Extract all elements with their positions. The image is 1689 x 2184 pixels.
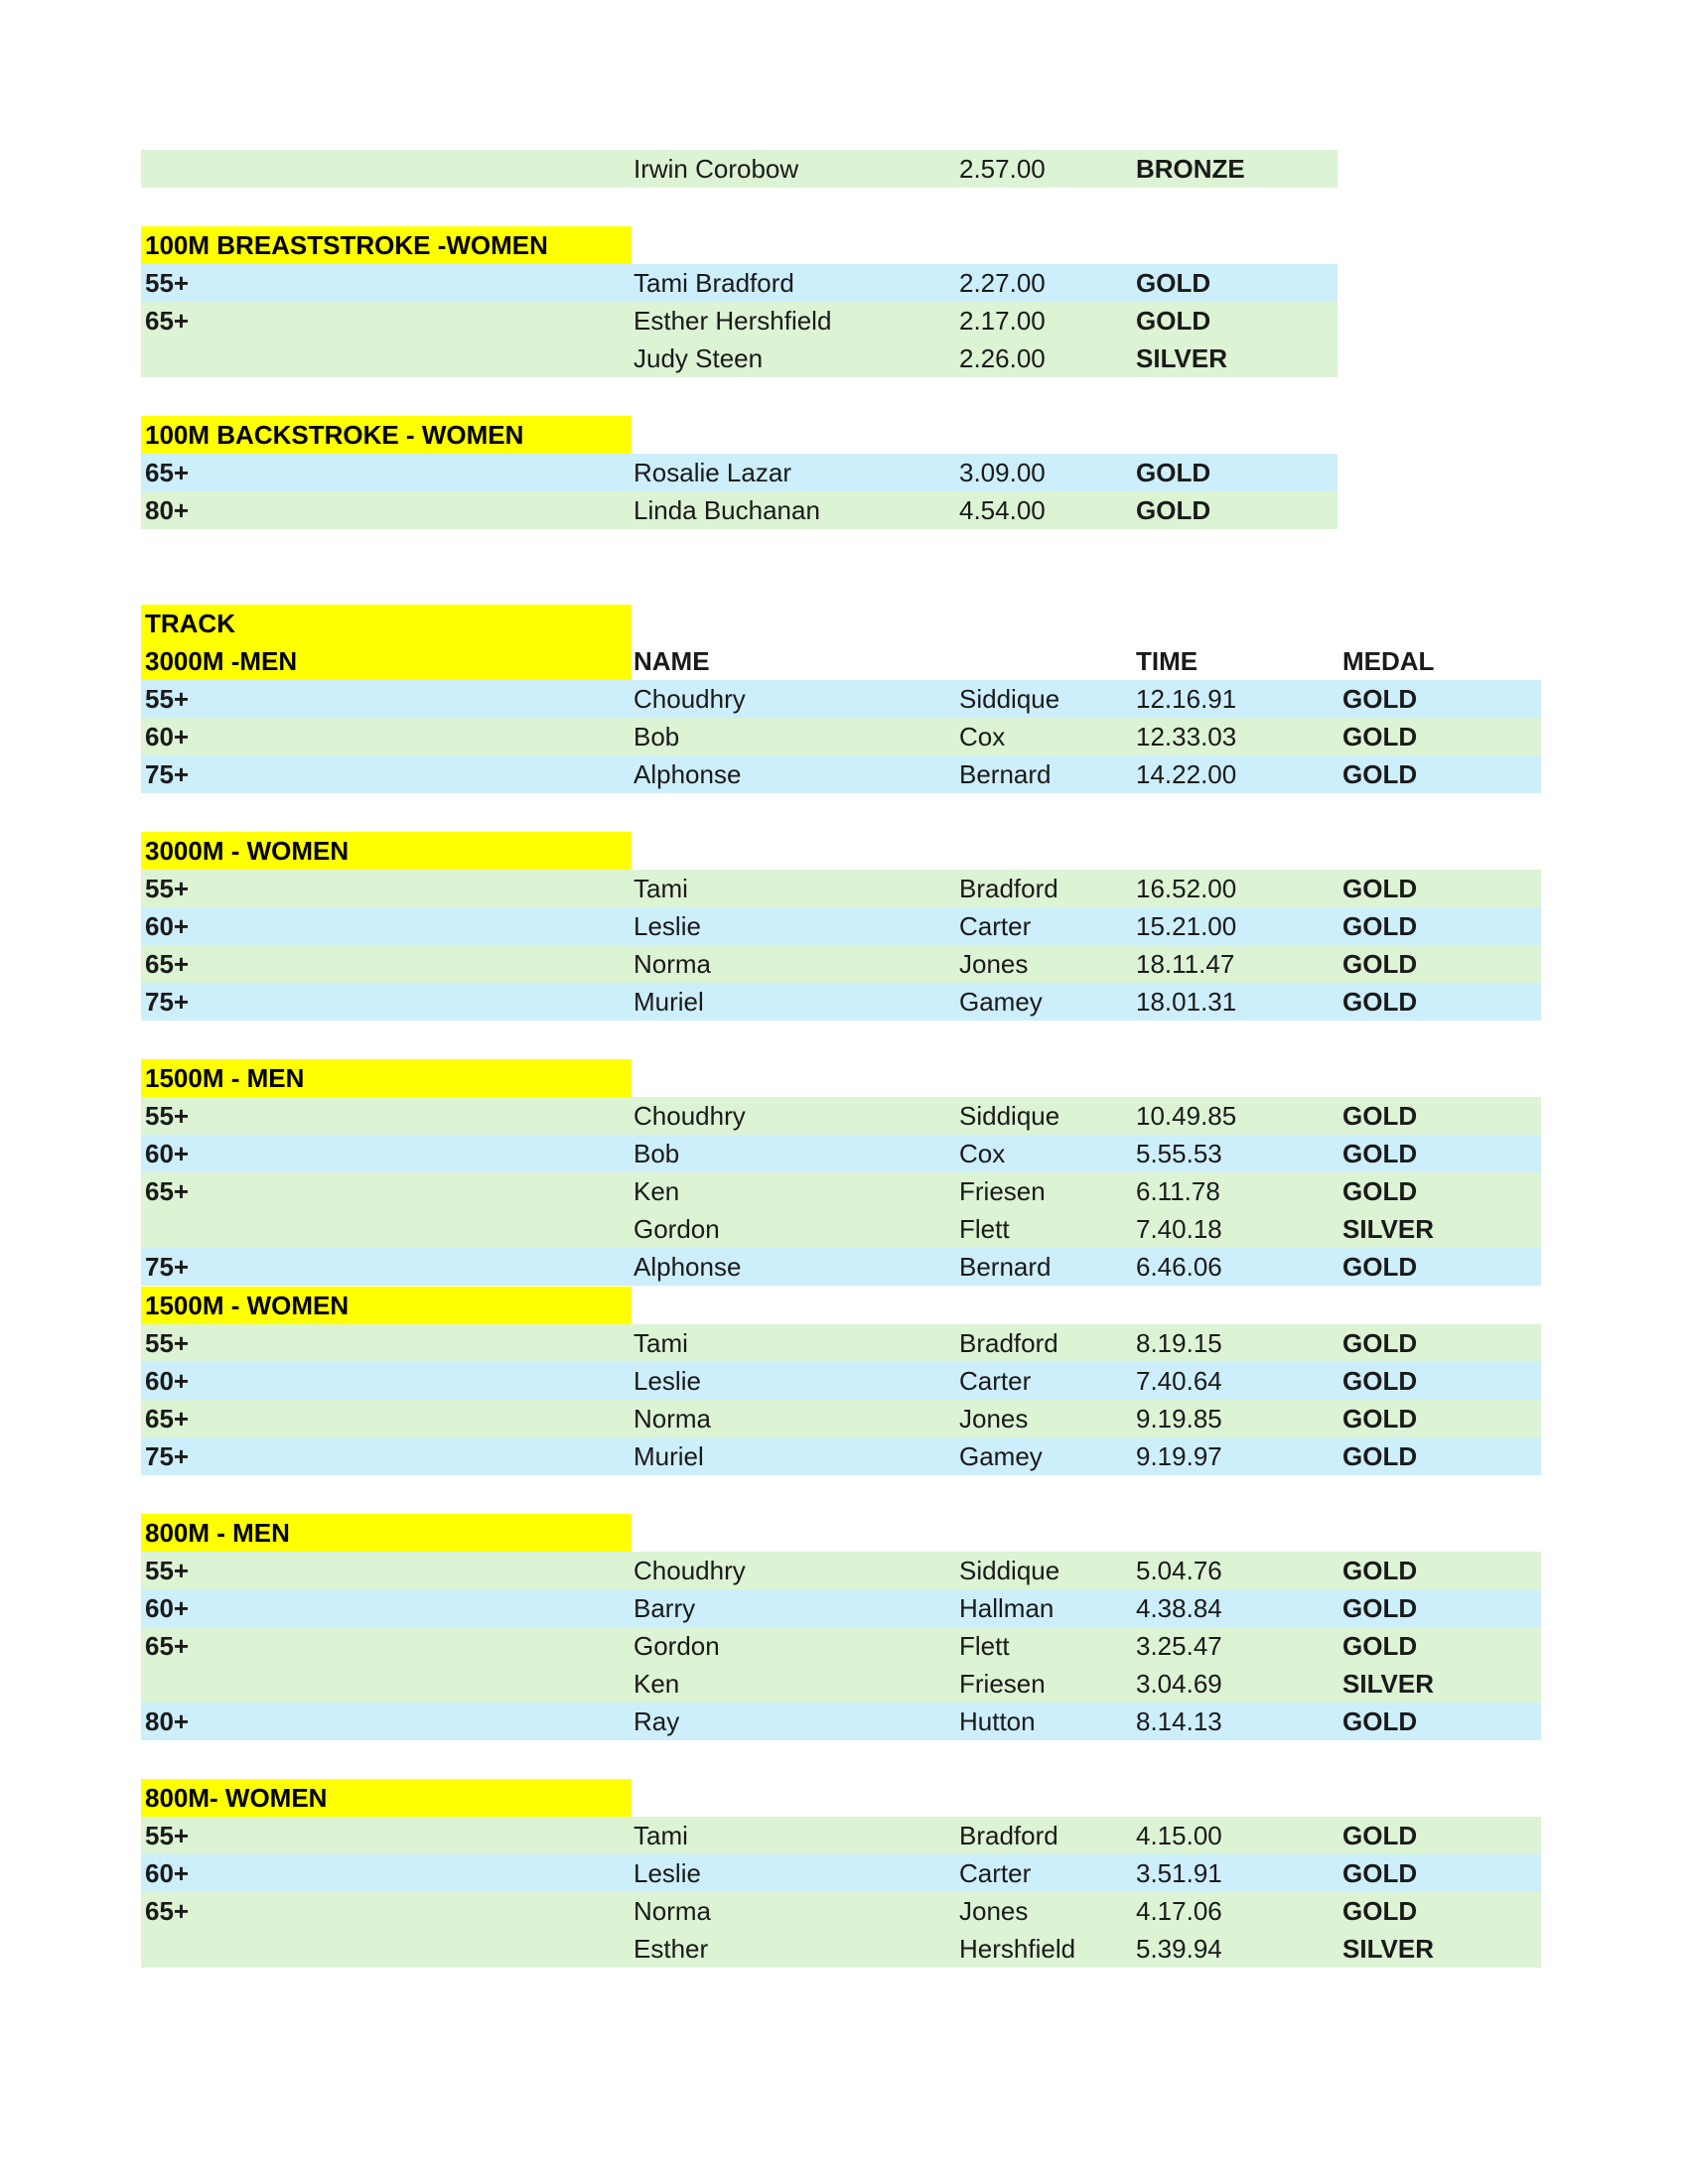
result-time: 4.15.00: [1136, 1821, 1222, 1850]
last-name: Flett: [959, 1631, 1010, 1661]
event-header: [141, 1287, 632, 1324]
result-time: 7.40.64: [1136, 1366, 1222, 1396]
athlete-name: Judy Steen: [633, 343, 764, 373]
age-group: 65+: [145, 949, 190, 979]
first-name: Norma: [633, 949, 712, 979]
age-group: 60+: [145, 1858, 190, 1888]
medal: GOLD: [1342, 1101, 1418, 1131]
table-row: [141, 1854, 1541, 1892]
first-name: Alphonse: [633, 1252, 742, 1282]
event-title: 800M- WOMEN: [145, 1783, 328, 1813]
event-header: [141, 1514, 632, 1552]
table-row: [141, 1930, 1541, 1968]
section-header-track: [141, 605, 632, 642]
age-group: 60+: [145, 722, 190, 751]
athlete-name: Tami Bradford: [633, 268, 794, 298]
table-row: [141, 1627, 1541, 1665]
last-name: Jones: [959, 1896, 1029, 1926]
first-name: Esther: [633, 1934, 709, 1964]
medal: SILVER: [1342, 1669, 1434, 1699]
age-group: 80+: [145, 495, 190, 525]
result-time: 7.40.18: [1136, 1214, 1222, 1244]
table-row: [141, 1437, 1541, 1475]
table-row: [141, 1172, 1541, 1210]
age-group: 75+: [145, 1441, 190, 1471]
result-time: 8.19.15: [1136, 1328, 1222, 1358]
table-row: [141, 1703, 1541, 1740]
event-title: 3000M - WOMEN: [145, 836, 350, 866]
last-name: Gamey: [959, 987, 1043, 1017]
event-title: 3000M -MEN: [145, 646, 298, 676]
result-time: 18.11.47: [1136, 949, 1235, 979]
athlete-name: Rosalie Lazar: [633, 458, 791, 487]
age-group: 65+: [145, 1896, 190, 1926]
age-group: 55+: [145, 874, 190, 903]
first-name: Gordon: [633, 1214, 720, 1244]
last-name: Carter: [959, 1858, 1032, 1888]
medal: GOLD: [1342, 1441, 1418, 1471]
result-time: 18.01.31: [1136, 987, 1237, 1017]
medal: GOLD: [1342, 949, 1418, 979]
result-time: 10.49.85: [1136, 1101, 1237, 1131]
first-name: Bob: [633, 1139, 680, 1168]
medal: GOLD: [1342, 1252, 1418, 1282]
table-row: [141, 302, 1337, 340]
first-name: Tami: [633, 1328, 688, 1358]
last-name: Friesen: [959, 1176, 1046, 1206]
event-title: 100M BREASTSTROKE -WOMEN: [145, 230, 548, 260]
age-group: 65+: [145, 306, 190, 336]
last-name: Bradford: [959, 1821, 1058, 1850]
result-time: 2.57.00: [959, 154, 1046, 184]
last-name: Bernard: [959, 1252, 1052, 1282]
event-header: [141, 1059, 632, 1097]
event-header: [141, 416, 632, 454]
medal: GOLD: [1136, 306, 1211, 336]
first-name: Leslie: [633, 1858, 701, 1888]
first-name: Choudhry: [633, 684, 746, 714]
age-group: 60+: [145, 1593, 190, 1623]
medal: GOLD: [1342, 874, 1418, 903]
table-row: [141, 983, 1541, 1021]
result-time: 6.11.78: [1136, 1176, 1220, 1206]
table-row: [141, 907, 1541, 945]
event-header: [141, 832, 632, 870]
event-title: 1500M - MEN: [145, 1063, 305, 1093]
table-row: [141, 340, 1337, 377]
table-row: [141, 870, 1541, 907]
medal: GOLD: [1342, 1404, 1418, 1433]
age-group: 65+: [145, 458, 190, 487]
result-time: 3.04.69: [1136, 1669, 1222, 1699]
last-name: Cox: [959, 1139, 1006, 1168]
medal: GOLD: [1342, 987, 1418, 1017]
table-row: [141, 1400, 1541, 1437]
age-group: 60+: [145, 1366, 190, 1396]
age-group: 75+: [145, 987, 190, 1017]
last-name: Hutton: [959, 1706, 1036, 1736]
result-time: 5.55.53: [1136, 1139, 1222, 1168]
table-row: [141, 491, 1337, 529]
first-name: Leslie: [633, 911, 701, 941]
table-row: [141, 264, 1337, 302]
table-row: [141, 718, 1541, 755]
first-name: Tami: [633, 874, 688, 903]
age-group: 75+: [145, 759, 190, 789]
age-group: 55+: [145, 1556, 190, 1585]
last-name: Siddique: [959, 684, 1060, 714]
last-name: Cox: [959, 722, 1006, 751]
first-name: Choudhry: [633, 1101, 746, 1131]
age-group: 60+: [145, 911, 190, 941]
medal: GOLD: [1342, 1176, 1418, 1206]
first-name: Choudhry: [633, 1556, 746, 1585]
first-name: Muriel: [633, 1441, 704, 1471]
last-name: Siddique: [959, 1101, 1060, 1131]
medal: GOLD: [1342, 1858, 1418, 1888]
first-name: Ken: [633, 1176, 680, 1206]
age-group: 65+: [145, 1631, 190, 1661]
result-time: 4.54.00: [959, 495, 1046, 525]
medal: GOLD: [1342, 1631, 1418, 1661]
medal: GOLD: [1342, 1896, 1418, 1926]
result-time: 3.09.00: [959, 458, 1046, 487]
result-time: 9.19.85: [1136, 1404, 1222, 1433]
table-row: [141, 1589, 1541, 1627]
medal: GOLD: [1342, 1366, 1418, 1396]
table-row: [141, 1324, 1541, 1362]
result-time: 12.33.03: [1136, 722, 1237, 751]
last-name: Jones: [959, 1404, 1029, 1433]
medal: GOLD: [1342, 1328, 1418, 1358]
medal: GOLD: [1136, 268, 1211, 298]
first-name: Barry: [633, 1593, 696, 1623]
result-time: 4.17.06: [1136, 1896, 1222, 1926]
result-time: 16.52.00: [1136, 874, 1237, 903]
medal: GOLD: [1342, 1593, 1418, 1623]
first-name: Bob: [633, 722, 680, 751]
age-group: 55+: [145, 1101, 190, 1131]
athlete-name: Esther Hershfield: [633, 306, 832, 336]
table-row: [141, 1892, 1541, 1930]
table-row: [141, 1135, 1541, 1172]
result-time: 2.17.00: [959, 306, 1046, 336]
medal: GOLD: [1342, 1706, 1418, 1736]
section-title: TRACK: [145, 609, 235, 638]
result-time: 2.26.00: [959, 343, 1046, 373]
athlete-name: Irwin Corobow: [633, 154, 799, 184]
table-row: [141, 680, 1541, 718]
last-name: Bernard: [959, 759, 1052, 789]
event-header: [141, 1779, 632, 1817]
age-group: 55+: [145, 1821, 190, 1850]
column-header-row: [632, 642, 1541, 680]
result-time: 14.22.00: [1136, 759, 1237, 789]
medal: GOLD: [1342, 1821, 1418, 1850]
event-title: 1500M - WOMEN: [145, 1291, 350, 1320]
first-name: Tami: [633, 1821, 688, 1850]
age-group: 65+: [145, 1176, 190, 1206]
medal: SILVER: [1342, 1214, 1434, 1244]
column-header-name: NAME: [633, 646, 710, 676]
event-title: 800M - MEN: [145, 1518, 290, 1548]
medal: GOLD: [1342, 1139, 1418, 1168]
column-header-medal: MEDAL: [1342, 646, 1435, 676]
result-time: 5.04.76: [1136, 1556, 1222, 1585]
column-header-time: TIME: [1136, 646, 1198, 676]
first-name: Muriel: [633, 987, 704, 1017]
event-header: [141, 226, 632, 264]
first-name: Leslie: [633, 1366, 701, 1396]
result-time: 4.38.84: [1136, 1593, 1222, 1623]
medal: GOLD: [1136, 495, 1211, 525]
table-row: [141, 1552, 1541, 1589]
result-time: 8.14.13: [1136, 1706, 1222, 1736]
medal: GOLD: [1342, 911, 1418, 941]
first-name: Ken: [633, 1669, 680, 1699]
last-name: Bradford: [959, 1328, 1058, 1358]
table-row: [141, 150, 1337, 188]
first-name: Norma: [633, 1896, 712, 1926]
medal: GOLD: [1342, 722, 1418, 751]
table-row: [141, 1362, 1541, 1400]
result-time: 5.39.94: [1136, 1934, 1222, 1964]
table-row: [141, 755, 1541, 793]
first-name: Norma: [633, 1404, 712, 1433]
table-row: [141, 1665, 1541, 1703]
medal: GOLD: [1342, 684, 1418, 714]
medal: BRONZE: [1136, 154, 1245, 184]
last-name: Flett: [959, 1214, 1010, 1244]
medal: SILVER: [1342, 1934, 1434, 1964]
last-name: Siddique: [959, 1556, 1060, 1585]
result-time: 3.51.91: [1136, 1858, 1222, 1888]
athlete-name: Linda Buchanan: [633, 495, 820, 525]
last-name: Jones: [959, 949, 1029, 979]
age-group: 55+: [145, 268, 190, 298]
last-name: Carter: [959, 911, 1032, 941]
result-time: 15.21.00: [1136, 911, 1237, 941]
event-title: 100M BACKSTROKE - WOMEN: [145, 420, 524, 450]
result-time: 9.19.97: [1136, 1441, 1222, 1471]
result-time: 2.27.00: [959, 268, 1046, 298]
first-name: Ray: [633, 1706, 680, 1736]
age-group: 75+: [145, 1252, 190, 1282]
table-row: [141, 945, 1541, 983]
age-group: 55+: [145, 684, 190, 714]
medal: GOLD: [1342, 759, 1418, 789]
first-name: Gordon: [633, 1631, 720, 1661]
result-time: 12.16.91: [1136, 684, 1237, 714]
table-row: [141, 1817, 1541, 1854]
age-group: 80+: [145, 1706, 190, 1736]
age-group: 65+: [145, 1404, 190, 1433]
age-group: 55+: [145, 1328, 190, 1358]
result-time: 6.46.06: [1136, 1252, 1222, 1282]
medal: SILVER: [1136, 343, 1227, 373]
table-row: [141, 1248, 1541, 1286]
last-name: Hershfield: [959, 1934, 1076, 1964]
result-time: 3.25.47: [1136, 1631, 1222, 1661]
age-group: 60+: [145, 1139, 190, 1168]
table-row: [141, 454, 1337, 491]
last-name: Hallman: [959, 1593, 1055, 1623]
last-name: Bradford: [959, 874, 1058, 903]
last-name: Gamey: [959, 1441, 1043, 1471]
last-name: Carter: [959, 1366, 1032, 1396]
table-row: [141, 1210, 1541, 1248]
first-name: Alphonse: [633, 759, 742, 789]
event-header: [141, 642, 632, 680]
last-name: Friesen: [959, 1669, 1046, 1699]
medal: GOLD: [1136, 458, 1211, 487]
medal: GOLD: [1342, 1556, 1418, 1585]
table-row: [141, 1097, 1541, 1135]
